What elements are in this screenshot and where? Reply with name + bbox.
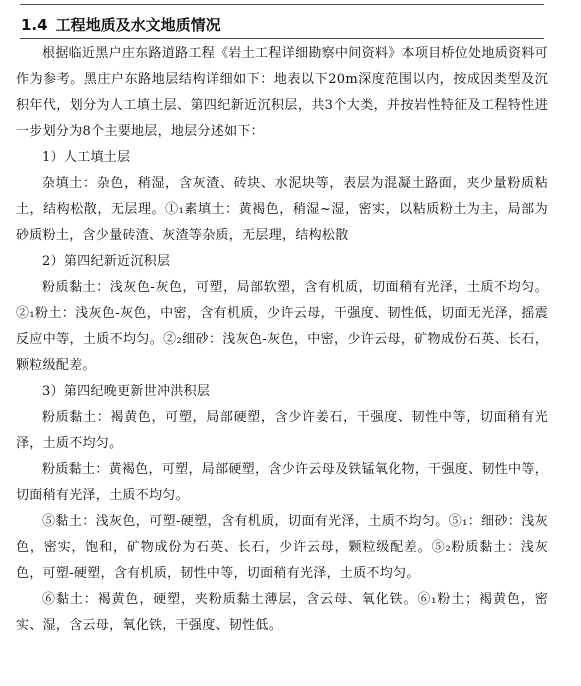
paragraph-clay-5: ⑤黏土：浅灰色，可塑-硬塑，含有机质，切面有光泽，土质不均匀。⑤₁：细砂：浅灰色，密实，饱和，矿物成份为石英、长石，少许云母，颗粒级配差。⑤₂粉质黏土：浅灰色，可塑-硬塑，含有机质，韧性中等，切面稍有光泽，土质不均匀。 — [16, 514, 548, 581]
section-title: 工程地质及水文地质情况 — [55, 16, 221, 34]
paragraph-silty-clay-brown-yellow: 粉质黏土：褐黄色，可塑，局部硬塑，含少许姜石，干强度、韧性中等，切面稍有光泽，土质不均匀。 — [16, 410, 548, 451]
paragraph-clay-6: ⑥黏土：褐黄色，硬塑，夹粉质黏土薄层，含云母、氧化铁。⑥₁粉土；褐黄色，密实、湿，含云母，氧化铁，干强度、韧性低。 — [16, 592, 548, 633]
paragraph-miscellaneous-fill: 杂填土：杂色，稍湿，含灰渣、砖块、水泥块等，表层为混凝土路面，夹少量粉质粘土，结构松散，无层理。①₁素填土：黄褐色，稍湿~湿，密实，以粘质粉土为主，局部为砂质粉土，含少量砖渣、灰渣等杂质，无层理，结构松散 — [16, 176, 548, 243]
paragraph-silty-clay-yellow-brown: 粉质黏土：黄褐色，可塑，局部硬塑，含少许云母及铁锰氧化物，干强度、韧性中等，切面稍有光泽，土质不均匀。 — [16, 462, 548, 503]
intro-paragraph: 根据临近黑户庄东路道路工程《岩土工程详细勘察中间资料》本项目桥位处地质资料可作为参考。黑庄户东路地层结构详细如下：地表以下20m深度范围以内，按成因类型及沉积年代，划分为人工填土层、第四纪新近沉积层，共3个大类，并按岩性特征及工程特性进一步划分为8个主要地层，地层分述如下： — [16, 46, 548, 139]
top-divider — [20, 4, 544, 5]
document-body — [16, 41, 548, 639]
section-heading — [21, 14, 221, 35]
subheading-recent-deposits: 2）第四纪新近沉积层 — [42, 254, 171, 269]
subheading-late-pleistocene: 3）第四纪晚更新世冲洪积层 — [42, 384, 211, 399]
section-number: 1.4 — [21, 16, 48, 34]
paragraph-silty-clay-grey: 粉质黏土：浅灰色-灰色，可塑，局部软塑，含有机质，切面稍有光泽，土质不均匀。②₁粉土：浅灰色-灰色，中密，含有机质，少许云母，干强度、韧性低，切面无光泽，摇震反应中等，土质不均匀。②₂细砂：浅灰色-灰色，中密，少许云母，矿物成份石英、长石，颗粒级配差。 — [16, 280, 548, 373]
subheading-fill-layer: 1）人工填土层 — [42, 150, 131, 165]
heading-divider — [20, 38, 544, 39]
